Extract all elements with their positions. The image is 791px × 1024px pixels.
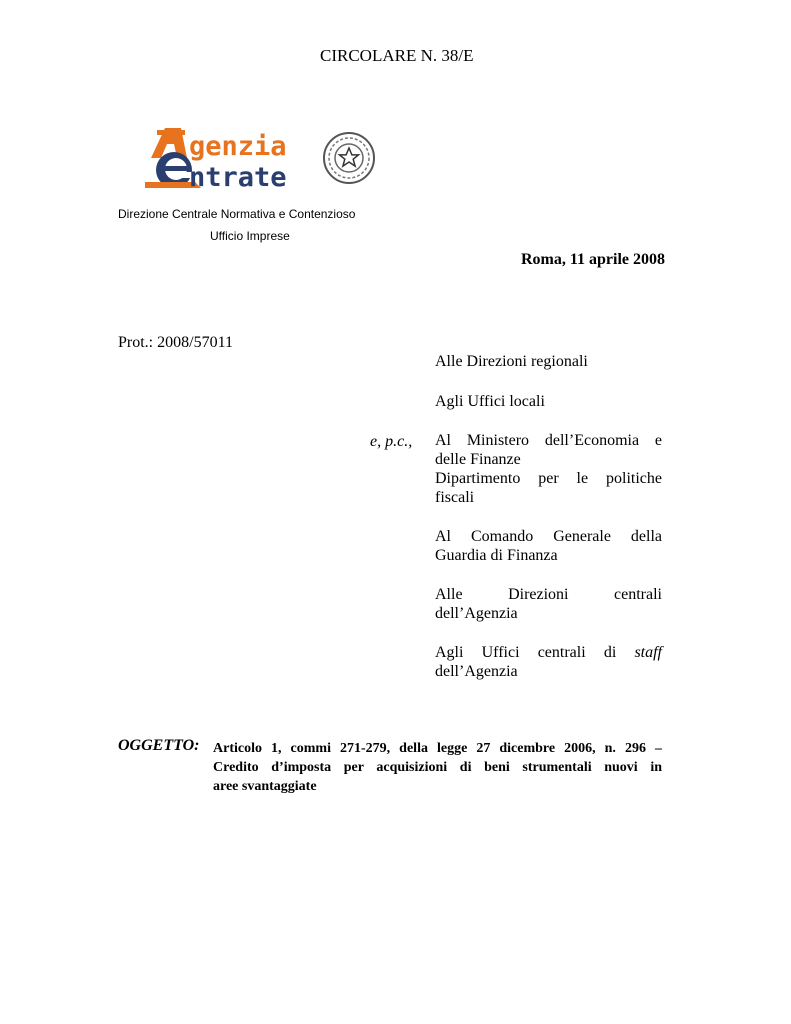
circular-number: CIRCOLARE N. 38/E bbox=[320, 46, 474, 65]
document-date: Roma, 11 aprile 2008 bbox=[521, 251, 665, 268]
subject-label: OGGETTO: bbox=[118, 737, 200, 754]
recipient-local-offices: Agli Uffici locali bbox=[435, 393, 545, 410]
recipient-line: dell’Agenzia bbox=[435, 663, 518, 680]
recipient-regional-directorates: Alle Direzioni regionali bbox=[435, 353, 588, 370]
recipient-central-directorates bbox=[435, 585, 662, 623]
office-name: Ufficio Imprese bbox=[210, 229, 290, 243]
epc-label: e, p.c., bbox=[370, 433, 413, 450]
subject-line: Articolo 1, commi 271-279, della legge 27 dicembre 2006, n. 296 – bbox=[213, 741, 662, 756]
italian-republic-emblem-icon bbox=[324, 133, 374, 183]
recipient-line: Dipartimento per le politiche bbox=[435, 470, 662, 487]
subject-line: aree svantaggiate bbox=[213, 779, 317, 794]
recipient-line: Al Comando Generale della bbox=[435, 528, 662, 545]
recipient-line: Alle Direzioni centrali bbox=[435, 586, 662, 603]
logo-line2: ntrate bbox=[189, 162, 287, 192]
recipient-line: Agli Uffici centrali di staff bbox=[435, 644, 662, 661]
recipient-line: Al Ministero dell’Economia e bbox=[435, 432, 662, 449]
protocol-number: Prot.: 2008/57011 bbox=[118, 334, 233, 351]
logo-line1: genzia bbox=[189, 131, 287, 162]
recipient-line: delle Finanze bbox=[435, 451, 521, 468]
recipient-guardia-di-finanza bbox=[435, 527, 662, 565]
recipient-staff-offices bbox=[435, 643, 662, 681]
recipient-line: Guardia di Finanza bbox=[435, 547, 558, 564]
recipient-ministry bbox=[435, 431, 662, 507]
recipient-line: fiscali bbox=[435, 489, 475, 506]
recipient-line: dell’Agenzia bbox=[435, 605, 518, 622]
agenzia-entrate-logo bbox=[143, 124, 378, 192]
subject-text bbox=[213, 739, 662, 796]
subject-line: Credito d’imposta per acquisizioni di beni strumentali nuovi in bbox=[213, 760, 662, 775]
department-name: Direzione Centrale Normativa e Contenzioso bbox=[118, 207, 356, 221]
